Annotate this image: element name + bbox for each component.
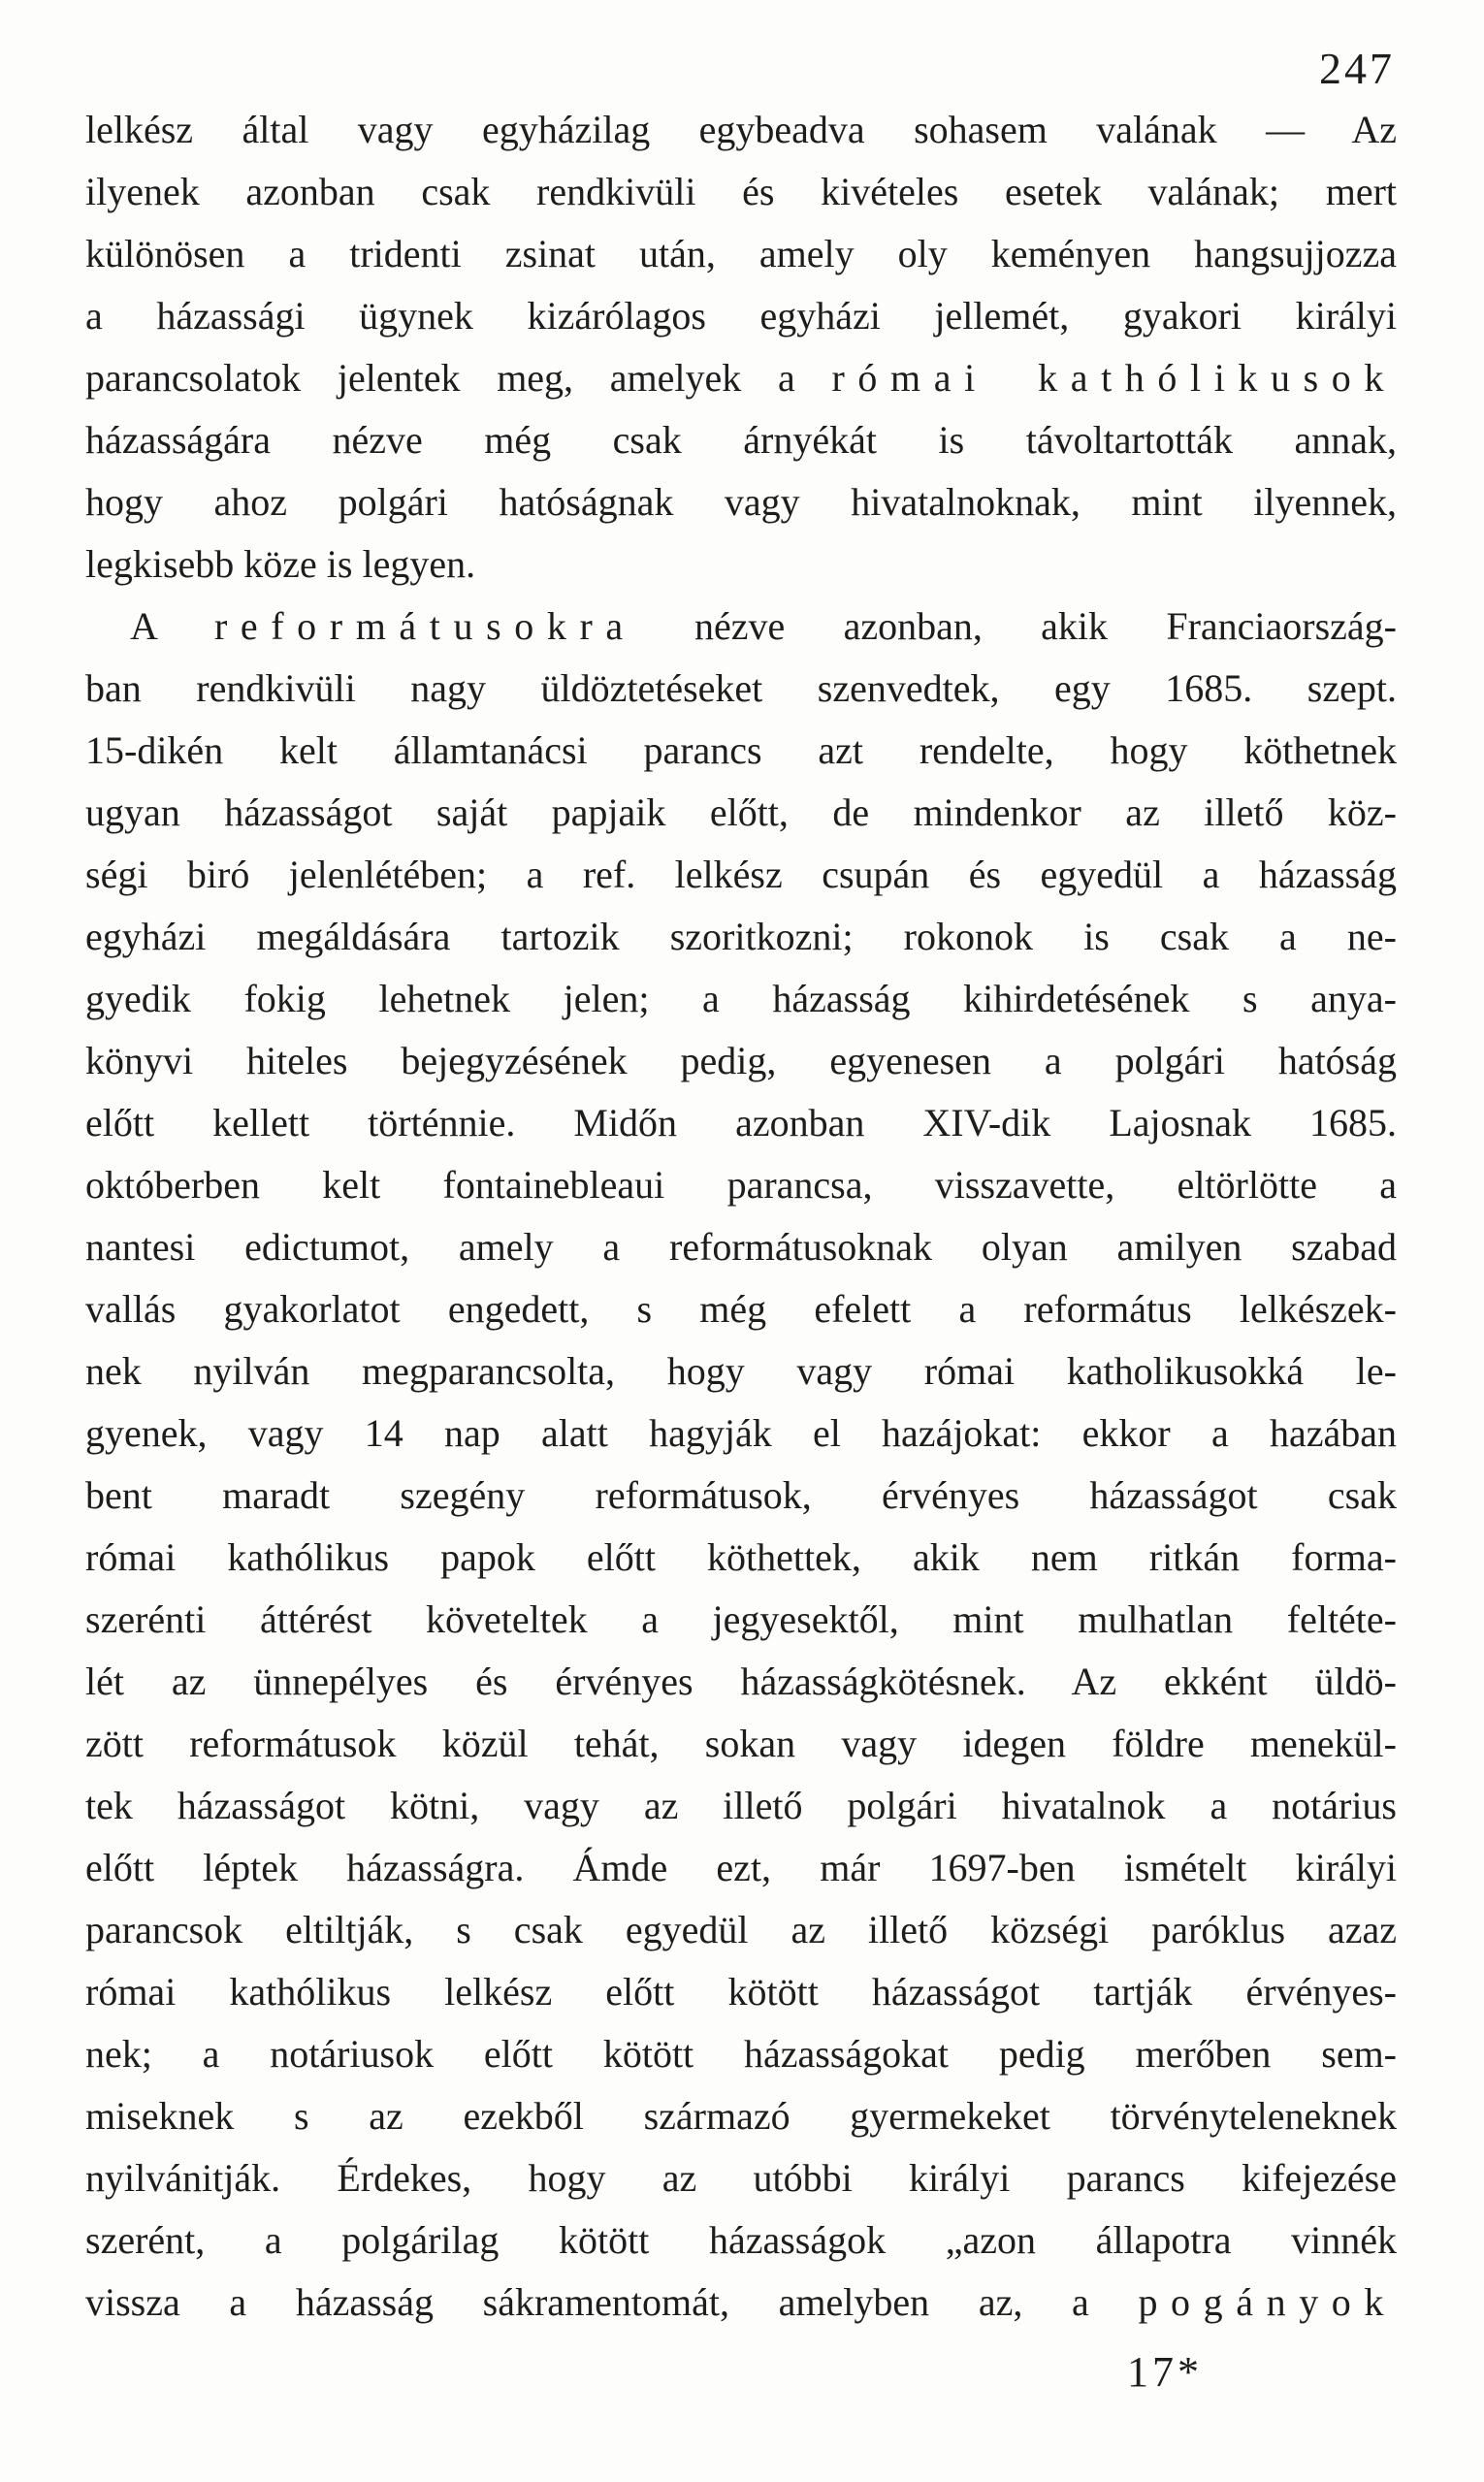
text-segment: házasságára nézve még csak árnyékát is távoltartották annak, <box>85 418 1397 462</box>
text-line <box>85 1527 1397 1589</box>
text-line <box>85 533 1397 596</box>
text-segment: előtt léptek házasságra. Ámde ezt, már 1697-ben ismételt királyi <box>85 1846 1397 1889</box>
text-line <box>85 596 1397 658</box>
text-segment: bent maradt szegény reformátusok, érvényes házasságot csak <box>85 1473 1397 1517</box>
text-segment: zött reformátusok közül tehát, sokan vagy idegen földre menekül- <box>85 1722 1397 1765</box>
text-line <box>85 968 1397 1030</box>
text-segment: könyvi hiteles bejegyzésének pedig, egyenesen a polgári hatóság <box>85 1039 1397 1082</box>
text-segment: legkisebb köze is legyen. <box>85 542 476 586</box>
text-line <box>85 720 1397 782</box>
text-line <box>85 1899 1397 1961</box>
text-line <box>85 1775 1397 1837</box>
text-line <box>85 161 1397 223</box>
text-line <box>85 471 1397 533</box>
text-line <box>85 2272 1397 2334</box>
text-segment: római kathólikus lelkész előtt kötött házasságot tartják érvényes- <box>85 1970 1397 2014</box>
text-segment: gyenek, vagy 14 nap alatt hagyják el hazájokat: ekkor a hazában <box>85 1411 1397 1455</box>
text-block <box>85 99 1397 2334</box>
text-line <box>85 1837 1397 1899</box>
text-line <box>85 1713 1397 1775</box>
letter-spaced-emphasis: római kathólikusok <box>831 356 1397 400</box>
text-line <box>85 658 1397 720</box>
text-line <box>85 1154 1397 1216</box>
text-line <box>85 2209 1397 2272</box>
text-segment: a házassági ügynek kizárólagos egyházi jellemét, gyakori királyi <box>85 294 1397 338</box>
text-line <box>85 782 1397 844</box>
text-segment: nézve azonban, akik Franciaország- <box>635 604 1397 648</box>
text-line <box>85 1465 1397 1527</box>
text-line <box>85 906 1397 968</box>
text-line <box>85 1216 1397 1278</box>
text-segment: előtt kellett történnie. Midőn azonban XIV-dik Lajosnak 1685. <box>85 1101 1397 1144</box>
text-segment: ségi biró jelenlétében; a ref. lelkész csupán és egyedül a házasság <box>85 853 1397 896</box>
text-segment: nyilvánitják. Érdekes, hogy az utóbbi királyi parancs kifejezése <box>85 2156 1397 2200</box>
text-segment: gyedik fokig lehetnek jelen; a házasság kihirdetésének s anya- <box>85 977 1397 1020</box>
text-line <box>85 2147 1397 2209</box>
text-line <box>85 409 1397 471</box>
text-line <box>85 347 1397 409</box>
text-segment: miseknek s az ezekből származó gyermekeket törvényteleneknek <box>85 2094 1397 2138</box>
text-segment: tek házasságot kötni, vagy az illető polgári hivatalnok a notárius <box>85 1784 1397 1827</box>
text-line <box>85 99 1397 161</box>
text-segment: szerénti áttérést követeltek a jegyesektől, mint mulhatlan feltéte- <box>85 1597 1397 1641</box>
text-segment: lelkész által vagy egyházilag egybeadva sohasem valának — Az <box>85 108 1397 151</box>
text-line <box>85 1961 1397 2023</box>
text-line <box>85 223 1397 285</box>
text-segment: egyházi megáldására tartozik szoritkozni; rokonok is csak a ne- <box>85 915 1397 958</box>
text-line <box>85 1651 1397 1713</box>
text-segment: különösen a tridenti zsinat után, amely oly keményen hangsujjozza <box>85 232 1397 275</box>
text-segment: októberben kelt fontainebleaui parancsa, visszavette, eltörlötte a <box>85 1163 1397 1207</box>
letter-spaced-emphasis: reformátusokra <box>213 604 636 648</box>
text-line <box>85 1092 1397 1154</box>
text-segment: nek nyilván megparancsolta, hogy vagy római katholikusokká le- <box>85 1349 1397 1393</box>
text-segment: ilyenek azonban csak rendkivüli és kivételes esetek valának; mert <box>85 170 1397 213</box>
text-segment: hogy ahoz polgári hatóságnak vagy hivatalnoknak, mint ilyennek, <box>85 480 1397 524</box>
text-segment: vallás gyakorlatot engedett, s még efelett a református lelkészek- <box>85 1287 1397 1331</box>
text-segment: szerént, a polgárilag kötött házasságok „azon állapotra vinnék <box>85 2218 1397 2262</box>
text-line <box>85 285 1397 347</box>
text-segment: A <box>130 604 214 648</box>
text-line <box>85 2085 1397 2147</box>
text-segment: lét az ünnepélyes és érvényes házasságkötésnek. Az ekként üldö- <box>85 1660 1397 1703</box>
text-line <box>85 2023 1397 2085</box>
text-line <box>85 1402 1397 1465</box>
text-segment: vissza a házasság sákramentomát, amelyben az, a <box>85 2280 1139 2324</box>
text-line <box>85 1030 1397 1092</box>
text-segment: ugyan házasságot saját papjaik előtt, de mindenkor az illető köz- <box>85 790 1397 834</box>
text-segment: ban rendkivüli nagy üldöztetéseket szenvedtek, egy 1685. szept. <box>85 666 1397 710</box>
page-number: 247 <box>1319 44 1395 93</box>
text-segment: 15-dikén kelt államtanácsi parancs azt rendelte, hogy köthetnek <box>85 728 1397 772</box>
text-segment: parancsok eltiltják, s csak egyedül az illető községi paróklus azaz <box>85 1908 1397 1951</box>
text-line <box>85 1278 1397 1340</box>
text-line <box>85 844 1397 906</box>
text-line <box>85 1340 1397 1402</box>
text-segment: parancsolatok jelentek meg, amelyek a <box>85 356 832 400</box>
text-segment: nek; a notáriusok előtt kötött házasságokat pedig merőben sem- <box>85 2032 1397 2076</box>
text-line <box>85 1589 1397 1651</box>
text-segment: nantesi edictumot, amely a reformátusoknak olyan amilyen szabad <box>85 1225 1397 1269</box>
letter-spaced-emphasis: pogányok <box>1138 2280 1397 2324</box>
text-segment: római kathólikus papok előtt köthettek, akik nem ritkán forma- <box>85 1535 1397 1579</box>
signature-mark: 17* <box>1127 2348 1203 2396</box>
